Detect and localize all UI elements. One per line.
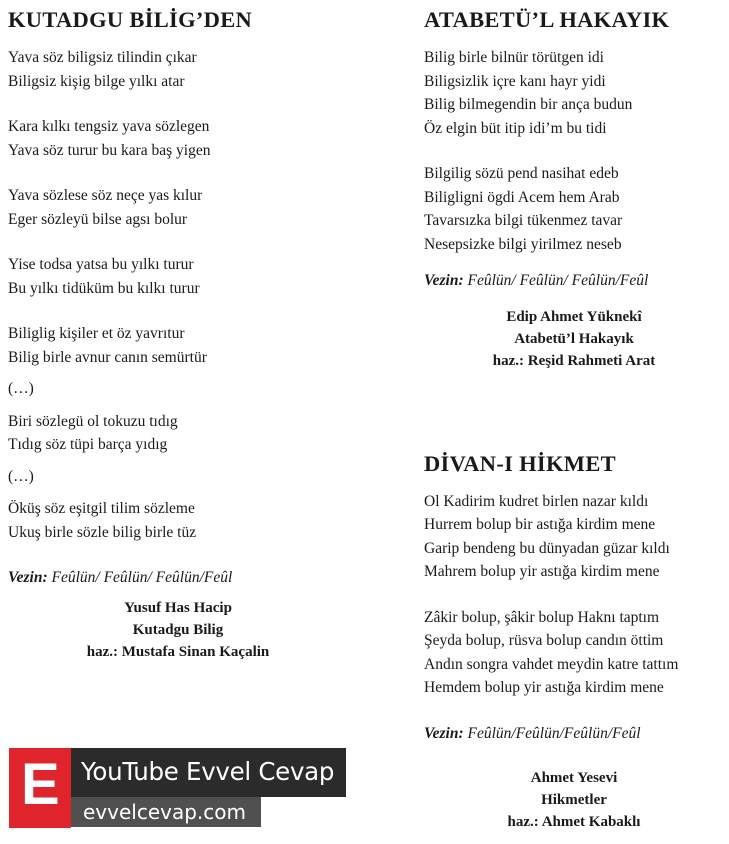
divan-stanza-1 bbox=[424, 490, 724, 584]
kutadgu-stanza-3 bbox=[8, 184, 348, 231]
verse-line: Hurrem bolup bir astığa kirdim mene bbox=[424, 516, 656, 533]
verse-line: Biliglig kişiler et öz yavrıtur bbox=[8, 325, 185, 342]
vezin-value: Feûlün/Feûlün/Feûlün/Feûl bbox=[463, 724, 641, 742]
verse-line: Zâkir bolup, şâkir bolup Haknı taptım bbox=[424, 608, 660, 626]
atabet-stanza-1 bbox=[424, 46, 724, 140]
verse-line: Bilig birle bilnür törütgen idi bbox=[424, 49, 604, 66]
credit-work: Kutadgu Bilig bbox=[132, 621, 224, 638]
credit-author: Yusuf Has Hacip bbox=[124, 599, 232, 616]
verse-line: Öküş söz eşitgil tilim sözleme bbox=[8, 500, 195, 517]
verse-line: Tavarsızka bilgi tükenmez tavar bbox=[424, 212, 623, 229]
credit-author: Ahmet Yesevi bbox=[530, 770, 618, 786]
verse-line: Ol Kadirim kudret birlen nazar kıldı bbox=[424, 492, 649, 510]
credit-work: Atabetü’l Hakayık bbox=[514, 330, 634, 347]
verse-line: Öz elgin büt itip idi’m bu tidi bbox=[424, 119, 607, 137]
logo-title: YouTube Evvel Cevap bbox=[81, 757, 335, 786]
vezin-label: Vezin: bbox=[424, 272, 464, 289]
atabet-stanza-2 bbox=[424, 162, 724, 256]
vezin-value: Feûlün/ Feûlün/ Feûlün/Feûl bbox=[47, 569, 233, 586]
verse-line: Bilig bilmegendin bir ança budun bbox=[424, 96, 633, 113]
ellipsis: (…) bbox=[8, 380, 34, 397]
logo-e-letter: E bbox=[21, 752, 60, 817]
verse-line: Biligsizlik içre kanı hayr yidi bbox=[424, 72, 606, 90]
verse-line: Tıdıg söz tüpi barça yıdıg bbox=[8, 436, 168, 453]
verse-line: Garip bendeng bu dünyadan güzar kıldı bbox=[424, 539, 670, 557]
verse-line: Yava sözlese söz neçe yas kılur bbox=[8, 187, 203, 204]
verse-line: Yava söz biligsiz tilindin çıkar bbox=[8, 49, 197, 66]
evvel-cevap-logo bbox=[9, 748, 349, 828]
verse-line: Yava söz turur bu kara baş yigen bbox=[8, 141, 211, 159]
verse-line: Bilig birle avnur canın semürtür bbox=[8, 348, 207, 366]
kutadgu-stanza-7 bbox=[8, 497, 348, 544]
atabet-vezin bbox=[424, 269, 724, 293]
credit-editor: haz.: Ahmet Kabaklı bbox=[507, 814, 641, 830]
divan-vezin bbox=[424, 722, 724, 746]
ellipsis: (…) bbox=[8, 467, 34, 485]
verse-line: Kara kılkı tengsiz yava sözlegen bbox=[8, 118, 210, 135]
verse-line: Biri sözlegü ol tokuzu tıdıg bbox=[8, 412, 178, 430]
vezin-label: Vezin: bbox=[424, 724, 464, 742]
kutadgu-stanza-5 bbox=[8, 322, 348, 369]
verse-line: Mahrem bolup yir astığa kirdim mene bbox=[424, 563, 660, 580]
verse-line: Şeyda bolup, rüsva bolup candın öttim bbox=[424, 632, 664, 649]
verse-line: Andın songra vahdet meydin katre tattım bbox=[424, 655, 679, 673]
logo-url: evvelcevap.com bbox=[83, 800, 246, 824]
kutadgu-column bbox=[8, 0, 348, 663]
verse-line: Biligligni ögdi Acem hem Arab bbox=[424, 188, 620, 206]
kutadgu-stanza-1 bbox=[8, 46, 348, 93]
credit-editor: haz.: Reşid Rahmeti Arat bbox=[492, 352, 656, 369]
verse-line: Bu yılkı tidüküm bu kılkı turur bbox=[8, 279, 200, 297]
vezin-label: Vezin: bbox=[8, 569, 48, 586]
kutadgu-stanza-4 bbox=[8, 253, 348, 300]
atabet-credit bbox=[424, 306, 724, 372]
kutadgu-title: KUTADGU BİLİG’DEN bbox=[8, 7, 253, 32]
verse-line: Biligsiz kişig bilge yılkı atar bbox=[8, 72, 185, 90]
kutadgu-stanza-2 bbox=[8, 115, 348, 162]
divan-title: DİVAN-I HİKMET bbox=[424, 450, 616, 476]
credit-editor: haz.: Mustafa Sinan Kaçalin bbox=[86, 643, 270, 660]
kutadgu-credit bbox=[8, 597, 348, 663]
divan-stanza-2 bbox=[424, 606, 724, 700]
verse-line: Hemdem bolup yir astığa kirdim mene bbox=[424, 679, 664, 696]
kutadgu-stanza-6 bbox=[8, 410, 348, 457]
verse-line: Ukuş birle sözle bilig birle tüz bbox=[8, 523, 197, 541]
verse-line: Eger sözleyü bilse agsı bolur bbox=[8, 210, 188, 228]
divan-credit bbox=[424, 767, 724, 833]
verse-line: Yise todsa yatsa bu yılkı turur bbox=[8, 256, 194, 273]
credit-author: Edip Ahmet Yüknekî bbox=[506, 308, 642, 325]
right-column bbox=[424, 0, 724, 833]
atabet-title: ATABETÜ’L HAKAYIK bbox=[424, 7, 670, 32]
vezin-value: Feûlün/ Feûlün/ Feûlün/Feûl bbox=[463, 272, 649, 289]
verse-line: Nesepsizke bilgi yirilmez neseb bbox=[424, 235, 622, 253]
credit-work: Hikmetler bbox=[541, 792, 607, 808]
kutadgu-vezin bbox=[8, 566, 348, 590]
verse-line: Bilgilig sözü pend nasihat edeb bbox=[424, 165, 619, 182]
